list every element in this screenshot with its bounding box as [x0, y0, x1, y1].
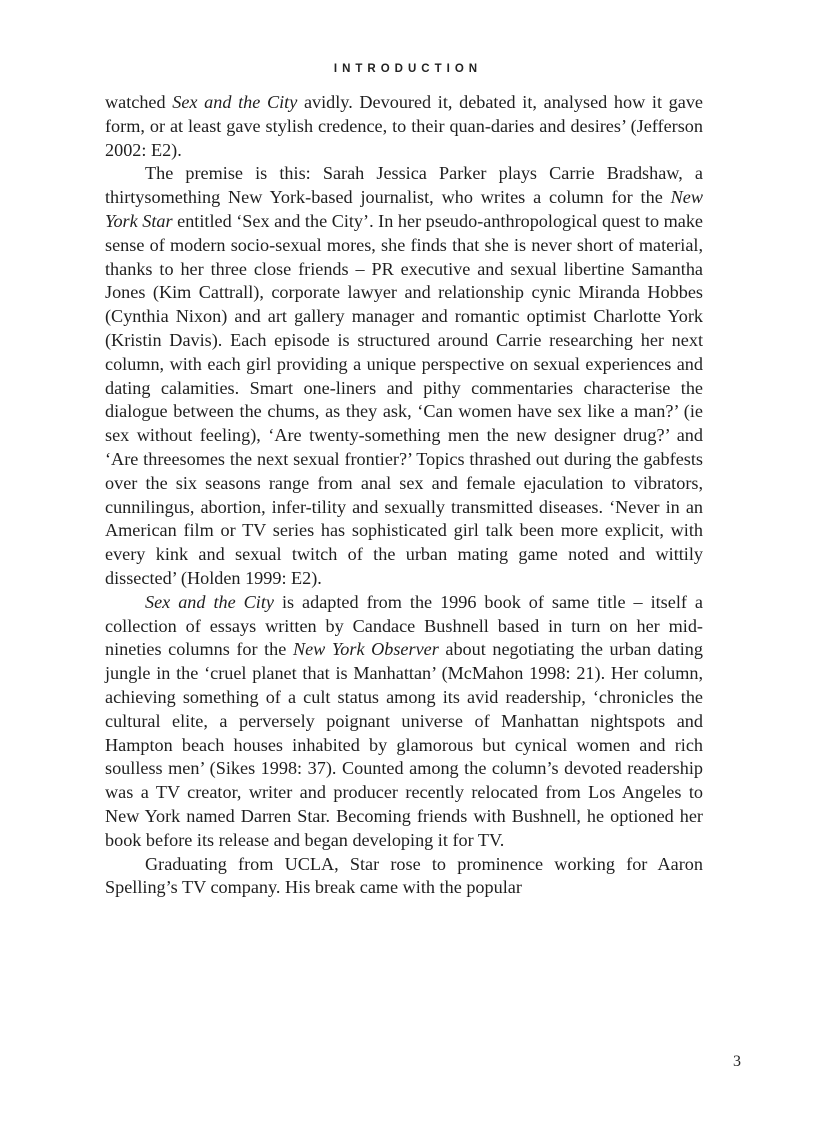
- paragraph-2: [105, 162, 703, 590]
- text-span: is adapted from the 1996 book of same title – itself a collection of essays written by Candace Bushnell based in turn on her mid-nineties columns for the: [105, 591, 703, 660]
- page-number: 3: [733, 1053, 741, 1070]
- italic-title: New York Star: [105, 187, 703, 231]
- running-head: INTRODUCTION: [333, 63, 483, 75]
- italic-title: Sex and the City: [145, 591, 274, 612]
- paragraph-3: [105, 591, 703, 853]
- paragraph-1: [105, 91, 703, 162]
- text-span: watched: [105, 92, 173, 112]
- text-span: Graduating from UCLA, Star rose to prominence working for Aaron Spelling’s TV company. His break came with the popular: [105, 853, 703, 898]
- text-span: entitled ‘Sex and the City’. In her pseudo-anthropological quest to make sense of modern socio-sexual mores, she finds that she is never short of material, thanks to her three close friends – PR executive and sexual libertine Samantha Jones (Kim Cattrall), corporate lawyer and relationship cynic Miranda Hobbes (Cynthia Nixon) and art gallery manager and romantic optimist Charlotte York (Kristin Davis). Each episode is structured around Carrie researching her next column, with each girl providing a unique perspective on sexual experiences and dating calamities. Smart one-liners and pithy commentaries characterise the dialogue between the chums, as they ask, ‘Can women have sex like a man?’ (ie sex without feeling), ‘Are twenty-something men the new designer drug?’ and ‘Are threesomes the next sexual frontier?’ Topics thrashed out during the gabfests over the six seasons range from anal sex and female ejaculation to vibrators, cunnilingus, abortion, infer-tility and sexually transmitted diseases. ‘Never in an American film or TV series has sophisticated girl talk been more explicit, with every kink and sexual twitch of the urban mating game noted and wittily dissected’ (Holden 1999: E2).: [105, 210, 703, 588]
- body-text: [105, 91, 703, 900]
- italic-title: New York Observer: [292, 639, 439, 660]
- italic-title: Sex and the City: [172, 92, 298, 112]
- paragraph-4: [105, 853, 703, 901]
- text-span: The premise is this: Sarah Jessica Parker plays Carrie Bradshaw, a thirtysomething New York-based journalist, who writes a column for the: [105, 163, 703, 208]
- text-span: about negotiating the urban dating jungle in the ‘cruel planet that is Manhattan’ (McMahon 1998: 21). Her column, achieving something of a cult status among its avid readership, ‘chronicles the cultural elite, a perversely poignant universe of Manhattan nightspots and Hampton beach houses inhabited by glamorous but cynical women and rich soulless men’ (Sikes 1998: 37). Counted among the column’s devoted readership was a TV creator, writer and producer recently relocated from Los Angeles to New York named Darren Star. Becoming friends with Bushnell, he optioned her book before its release and began developing it for TV.: [105, 639, 703, 850]
- text-span: avidly. Devoured it, debated it, analysed how it gave form, or at least gave stylish credence, to their quan-daries and desires’ (Jefferson 2002: E2).: [105, 92, 703, 160]
